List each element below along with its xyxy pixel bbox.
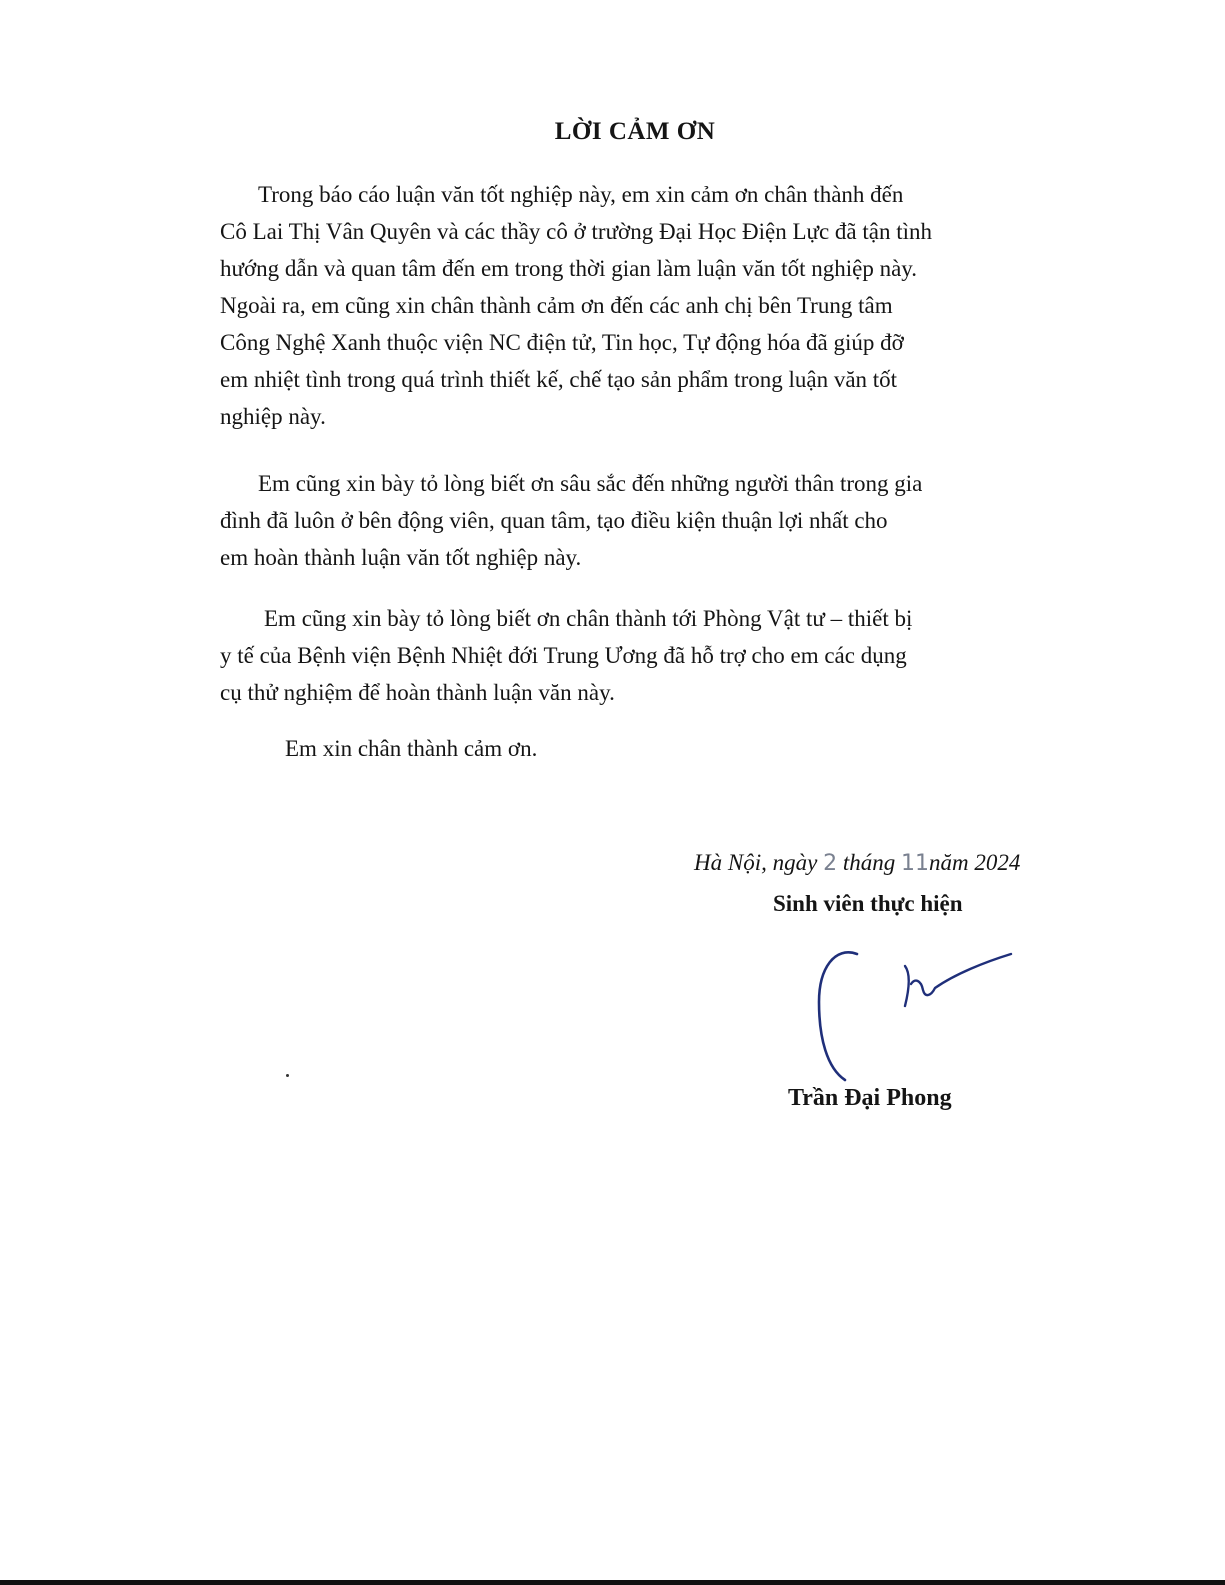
- signer-role: Sinh viên thực hiện: [773, 891, 963, 916]
- paragraph-line: Trong báo cáo luận văn tốt nghiệp này, em xin cảm ơn chân thành đến: [258, 182, 904, 207]
- paragraph-line: em hoàn thành luận văn tốt nghiệp này.: [220, 545, 582, 570]
- signer-name: Trần Đại Phong: [788, 1085, 952, 1111]
- handwritten-day: 2: [823, 851, 838, 876]
- paragraph-line: cụ thử nghiệm để hoàn thành luận văn này.: [220, 680, 615, 705]
- scan-edge: [0, 1580, 1225, 1585]
- month-label: tháng: [842, 850, 896, 875]
- paragraph-line: hướng dẫn và quan tâm đến em trong thời gian làm luận văn tốt nghiệp này.: [220, 256, 918, 281]
- signature-stroke: [819, 952, 857, 1080]
- paragraph-line: Em cũng xin bày tỏ lòng biết ơn chân thành tới Phòng Vật tư – thiết bị: [264, 606, 913, 631]
- date-line: [694, 850, 1020, 876]
- signature-stroke: [905, 966, 909, 1006]
- document-title: LỜI CẢM ƠN: [554, 118, 716, 145]
- paragraph-line: Cô Lai Thị Vân Quyên và các thầy cô ở trường Đại Học Điện Lực đã tận tình: [220, 219, 933, 244]
- paragraph-2: [220, 465, 1010, 576]
- paragraph-line: Ngoài ra, em cũng xin chân thành cảm ơn đến các anh chị bên Trung tâm: [220, 293, 893, 318]
- scan-speck: [286, 1074, 289, 1077]
- date-prefix: Hà Nội, ngày: [694, 850, 818, 875]
- paragraph-3: [220, 600, 1010, 711]
- paragraph-line: y tế của Bệnh viện Bệnh Nhiệt đới Trung Ương đã hỗ trợ cho em các dụng: [220, 643, 907, 668]
- handwritten-month: 11: [900, 851, 929, 876]
- closing-thanks: [285, 730, 785, 767]
- paragraph-line: Công Nghệ Xanh thuộc viện NC điện tử, Tin học, Tự động hóa đã giúp đỡ: [220, 330, 904, 355]
- paragraph-line: Em xin chân thành cảm ơn.: [285, 736, 538, 761]
- paragraph-line: đình đã luôn ở bên động viên, quan tâm, tạo điều kiện thuận lợi nhất cho: [220, 508, 888, 533]
- paragraph-line: nghiệp này.: [220, 404, 326, 429]
- signature-image: [805, 940, 1025, 1085]
- paragraph-line: em nhiệt tình trong quá trình thiết kế, chế tạo sản phẩm trong luận văn tốt: [220, 367, 898, 392]
- paragraph-1: [220, 176, 1010, 435]
- paragraph-line: Em cũng xin bày tỏ lòng biết ơn sâu sắc đến những người thân trong gia: [258, 471, 923, 496]
- year-text: năm 2024: [928, 850, 1021, 875]
- signature-stroke: [911, 954, 1011, 995]
